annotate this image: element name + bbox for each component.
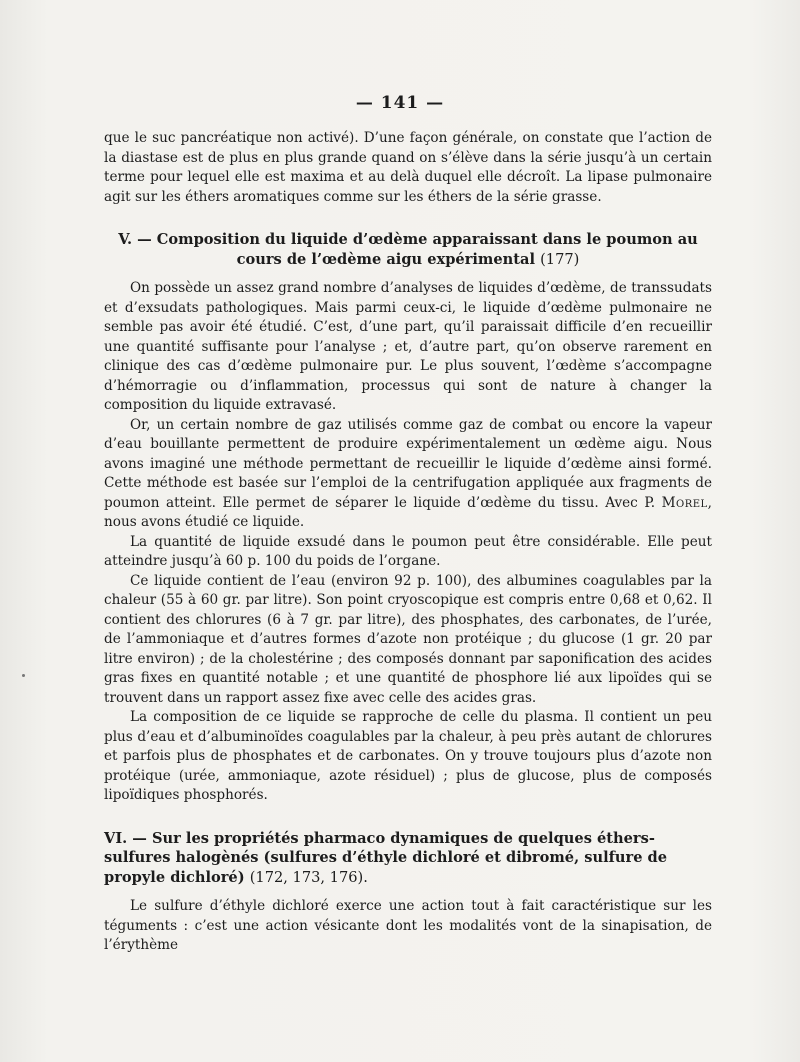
section-v-heading — [104, 230, 712, 269]
section-vi-heading — [104, 829, 712, 888]
section-v-paragraph-2 — [104, 416, 712, 533]
paragraph-2-text-before: Or, un certain nombre de gaz utilisés comme gaz de combat ou encore la vapeur d’eau bouillante permettent de produire expérimentalement un œdème aigu. Nous avons imaginé une méthode permettant de recueillir le liquide d’œdème ainsi formé. Cette méthode est basée sur l’emploi de la centrifugation appliquée aux fragments de poumon atteint. Elle permet de séparer le liquide d’œdème du tissu. Avec P. — [104, 416, 712, 511]
paragraph-2-text-after: , nous avons étudié ce liquide. — [104, 494, 712, 530]
section-v-paragraph-3: La quantité de liquide exsudé dans le poumon peut être considérable. Elle peut atteindre jusqu’à 60 p. 100 du poids de l’organe. — [104, 533, 712, 569]
section-vi-reference: (172, 173, 176). — [249, 868, 368, 886]
section-v-reference: (177) — [540, 250, 580, 268]
page-number: — 141 — — [355, 93, 445, 113]
section-v-paragraph-4: Ce liquide contient de l’eau (environ 92 p. 100), des albumines coagulables par la chaleur (55 à 60 gr. par litre). Son point cryoscopique est compris entre 0,68 et 0,62. Il contient des chlorures (6 à 7 gr. par litre), des phosphates, des carbonates, de l’urée, de l’ammoniaque et d’autres formes d’azote non protéique ; du glucose (1 gr. 20 par litre environ) ; de la cholestérine ; des composés donnant par saponification des acides gras fixes en quantité notable ; et une quantité de phosphore lié aux lipoïdes qui se trouvent dans un rapport assez fixe avec celle des acides gras. — [104, 572, 712, 706]
page-body — [104, 129, 712, 956]
section-v-paragraph-1: On possède un assez grand nombre d’analyses de liquides d’œdème, de transsudats et d’exsudats pathologiques. Mais parmi ceux-ci, le liquide d’œdème pulmonaire ne semble pas avoir été étudié. C’est, d’une part, qu’il paraissait difficile d’en recueillir une quantité suffisante pour l’analyse ; et, d’autre part, qu’on observe rarement en clinique des cas d’œdème pulmonaire pur. Le plus souvent, l’œdème s’accompagne d’hémorragie ou d’inflammation, processus qui sont de nature à changer la composition du liquide extravasé. — [104, 280, 712, 413]
section-v-title: V. — Composition du liquide d’œdème apparaissant dans le poumon au cours de l’œdème aigu expérimental — [118, 231, 698, 268]
section-v-paragraph-5: La composition de ce liquide se rapproche de celle du plasma. Il contient un peu plus d’eau et d’albuminoïdes coagulables par la chaleur, à peu près autant de chlorures et parfois plus de phosphates et de carbonates. On y trouve toujours plus d’azote non protéique (urée, ammoniaque, azote résiduel) ; plus de glucose, plus de composés lipoïdiques phosphorés. — [104, 709, 712, 803]
intro-paragraph: que le suc pancréatique non activé). D’une façon générale, on constate que l’action de la diastase est de plus en plus grande quand on s’élève dans la série jusqu’à un certain terme pour lequel elle est maxima et au delà duquel elle décroît. La lipase pulmonaire agit sur les éthers aromatiques comme sur les éthers de la série grasse. — [104, 130, 712, 205]
section-vi-title: VI. — Sur les propriétés pharmaco dynamiques de quelques éthers-sulfures halogènés (sulfures d’éthyle dichloré et dibromé, sulfure de propyle dichloré) — [104, 829, 668, 886]
author-name: Morel — [661, 494, 708, 511]
margin-mark — [22, 674, 25, 677]
section-vi-paragraph-1: Le sulfure d’éthyle dichloré exerce une action tout à fait caractéristique sur les téguments : c’est une action vésicante dont les modalités vont de la sinapisation, de l’érythème — [104, 898, 712, 953]
